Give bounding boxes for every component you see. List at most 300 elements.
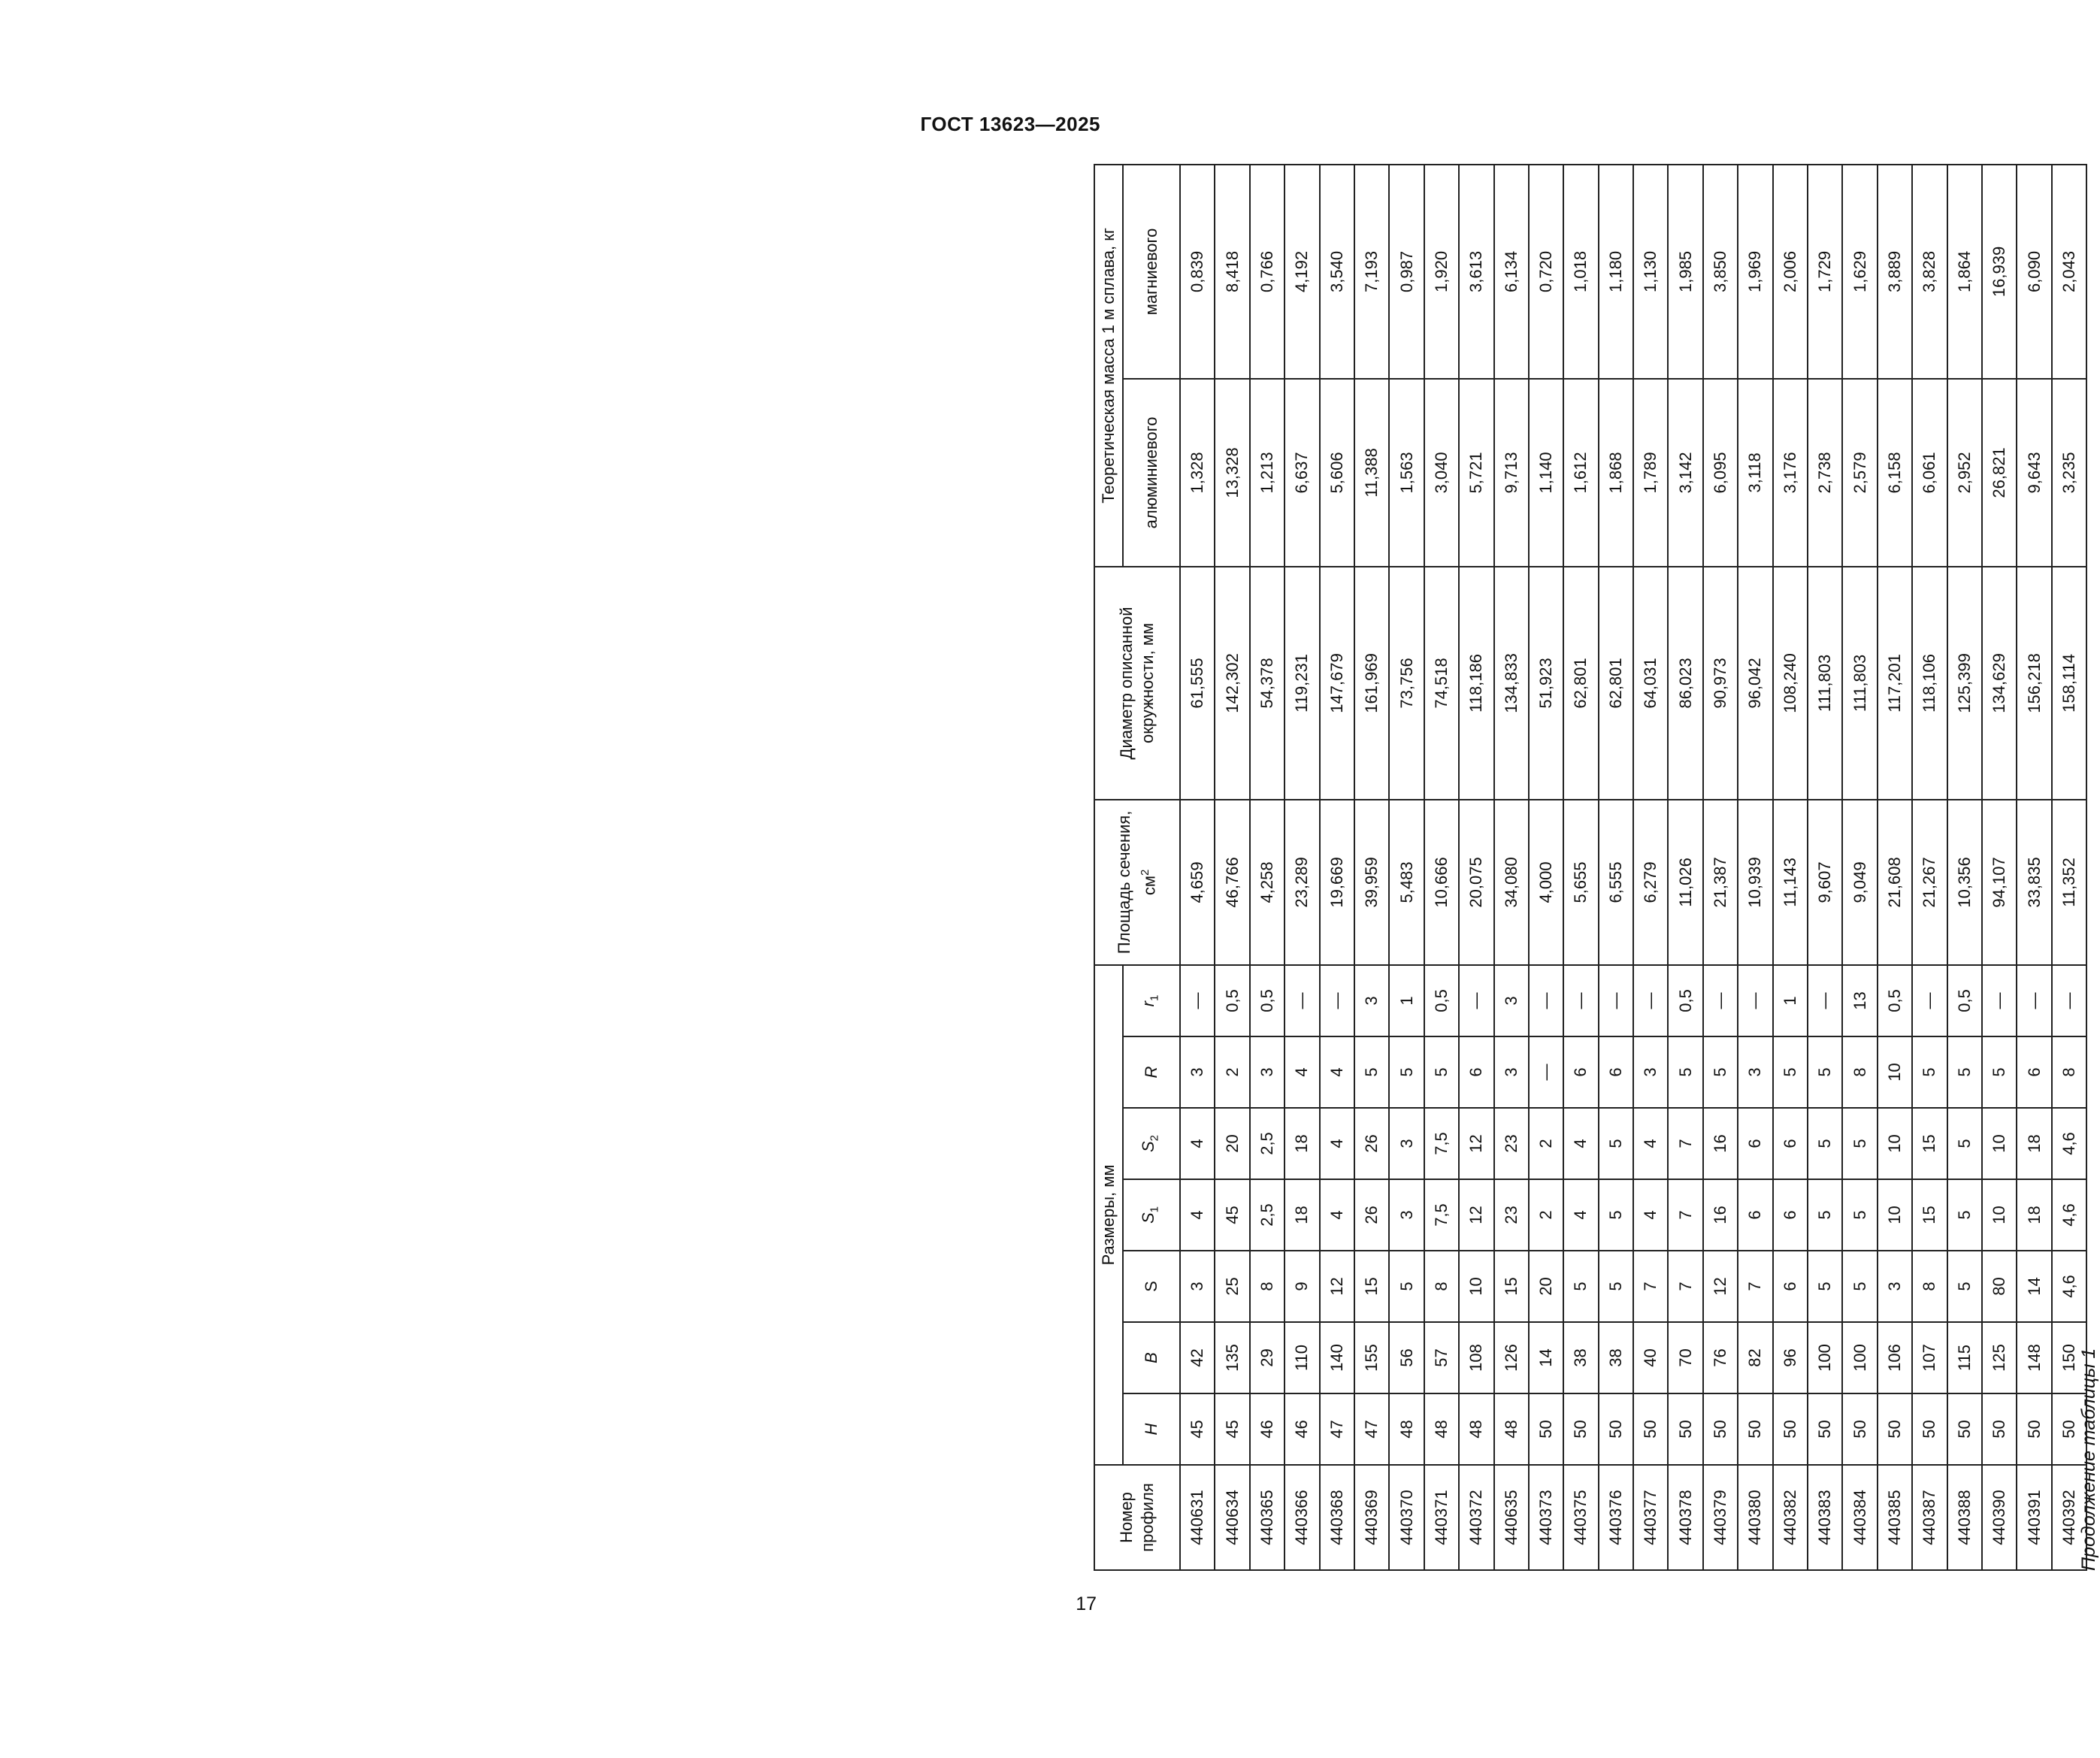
cell-r1: — [2017,965,2051,1036]
cell-S: 5 [1808,1251,1842,1322]
cell-section-area: 11,026 [1668,800,1702,965]
cell-diameter: 90,973 [1703,567,1738,800]
cell-mass-aluminum: 2,579 [1842,379,1877,567]
cell-B: 70 [1668,1322,1702,1393]
cell-B: 135 [1215,1322,1249,1393]
cell-S1: 26 [1354,1179,1389,1251]
cell-S: 25 [1215,1251,1249,1322]
cell-S: 12 [1320,1251,1354,1322]
cell-profile-number: 440634 [1215,1465,1249,1570]
cell-profile-number: 440372 [1459,1465,1493,1570]
cell-mass-magnesium: 1,985 [1668,165,1702,379]
cell-diameter: 117,201 [1878,567,1912,800]
cell-mass-magnesium: 1,018 [1563,165,1598,379]
cell-S1: 18 [1285,1179,1319,1251]
cell-H: 50 [1773,1393,1808,1465]
cell-diameter: 51,923 [1529,567,1563,800]
cell-mass-magnesium: 1,629 [1842,165,1877,379]
cell-S: 12 [1703,1251,1738,1322]
cell-r1: — [1529,965,1563,1036]
cell-profile-number: 440369 [1354,1465,1389,1570]
cell-S2: 5 [1947,1108,1982,1179]
cell-B: 100 [1808,1322,1842,1393]
cell-section-area: 9,607 [1808,800,1842,965]
header-section-area: Площадь сечения, $см^2$ [1094,800,1180,965]
cell-H: 50 [2052,1393,2086,1465]
cell-mass-magnesium: 3,613 [1459,165,1493,379]
cell-H: 50 [1738,1393,1772,1465]
cell-S1: 12 [1459,1179,1493,1251]
cell-R: 5 [1773,1036,1808,1108]
cell-H: 50 [1912,1393,1947,1465]
table-row [1494,165,1529,1570]
cell-S2: 2,5 [1250,1108,1285,1179]
table-row [1738,165,1772,1570]
table-row [1285,165,1319,1570]
cell-B: 148 [2017,1322,2051,1393]
table-row [1982,165,2017,1570]
cell-S1: 5 [1947,1179,1982,1251]
cell-R: 4 [1320,1036,1354,1108]
page-number: 17 [1076,1593,1097,1614]
cell-section-area: 11,143 [1773,800,1808,965]
cell-r1: — [1599,965,1633,1036]
cell-r1: — [1982,965,2017,1036]
cell-S2: 23 [1494,1108,1529,1179]
cell-B: 29 [1250,1322,1285,1393]
cell-S2: 4 [1180,1108,1215,1179]
cell-S2: 3 [1389,1108,1424,1179]
cell-mass-magnesium: 6,090 [2017,165,2051,379]
cell-S: 10 [1459,1251,1493,1322]
cell-H: 47 [1320,1393,1354,1465]
cell-profile-number: 440380 [1738,1465,1772,1570]
cell-S2: 4 [1563,1108,1598,1179]
cell-diameter: 142,302 [1215,567,1249,800]
cell-R: 4 [1285,1036,1319,1108]
cell-section-area: 21,267 [1912,800,1947,965]
cell-S: 6 [1773,1251,1808,1322]
cell-S: 20 [1529,1251,1563,1322]
cell-mass-magnesium: 3,828 [1912,165,1947,379]
cell-mass-magnesium: 0,766 [1250,165,1285,379]
cell-S: 8 [1424,1251,1459,1322]
cell-H: 50 [1599,1393,1633,1465]
cell-mass-aluminum: 11,388 [1354,379,1389,567]
cell-profile-number: 440378 [1668,1465,1702,1570]
cell-B: 40 [1633,1322,1668,1393]
cell-H: 48 [1459,1393,1493,1465]
cell-S2: 16 [1703,1108,1738,1179]
cell-S: 80 [1982,1251,2017,1322]
cell-r1: 1 [1773,965,1808,1036]
cell-S1: 4 [1180,1179,1215,1251]
cell-profile-number: 440379 [1703,1465,1738,1570]
cell-diameter: 62,801 [1599,567,1633,800]
cell-r1: — [1738,965,1772,1036]
cell-diameter: 54,378 [1250,567,1285,800]
cell-S1: 23 [1494,1179,1529,1251]
cell-profile-number: 440377 [1633,1465,1668,1570]
cell-section-area: 21,608 [1878,800,1912,965]
cell-B: 56 [1389,1322,1424,1393]
cell-mass-magnesium: 2,006 [1773,165,1808,379]
cell-diameter: 125,399 [1947,567,1982,800]
cell-H: 50 [1808,1393,1842,1465]
cell-B: 150 [2052,1322,2086,1393]
cell-S: 5 [1947,1251,1982,1322]
cell-mass-aluminum: 1,612 [1563,379,1598,567]
header-circumscribed-diameter: Диаметр описанной окружности, мм [1094,567,1180,800]
cell-mass-aluminum: 1,789 [1633,379,1668,567]
cell-section-area: 4,258 [1250,800,1285,965]
cell-H: 47 [1354,1393,1389,1465]
cell-mass-aluminum: 1,563 [1389,379,1424,567]
cell-R: 6 [1599,1036,1633,1108]
table-row [1773,165,1808,1570]
cell-r1: 0,5 [1215,965,1249,1036]
cell-profile-number: 440392 [2052,1465,2086,1570]
cell-B: 96 [1773,1322,1808,1393]
cell-r1: 0,5 [1424,965,1459,1036]
cell-mass-aluminum: 1,140 [1529,379,1563,567]
cell-diameter: 73,756 [1389,567,1424,800]
cell-mass-aluminum: 1,868 [1599,379,1633,567]
cell-B: 140 [1320,1322,1354,1393]
cell-section-area: 23,289 [1285,800,1319,965]
cell-R: 6 [2017,1036,2051,1108]
cell-r1: 0,5 [1250,965,1285,1036]
header-profile-number: Номер профиля [1094,1465,1180,1570]
cell-mass-magnesium: 6,134 [1494,165,1529,379]
cell-S1: 5 [1599,1179,1633,1251]
table-row [1633,165,1668,1570]
table-row [1320,165,1354,1570]
cell-H: 50 [1982,1393,2017,1465]
cell-mass-aluminum: 3,040 [1424,379,1459,567]
cell-mass-aluminum: 1,328 [1180,379,1215,567]
cell-H: 45 [1215,1393,1249,1465]
cell-section-area: 19,669 [1320,800,1354,965]
cell-r1: — [1180,965,1215,1036]
cell-B: 57 [1424,1322,1459,1393]
cell-r1: — [1808,965,1842,1036]
cell-S1: 4 [1563,1179,1598,1251]
cell-R: 5 [1808,1036,1842,1108]
cell-diameter: 96,042 [1738,567,1772,800]
cell-S1: 6 [1738,1179,1772,1251]
header-dim-B: B [1123,1322,1180,1393]
cell-B: 76 [1703,1322,1738,1393]
cell-r1: — [1633,965,1668,1036]
table-row [1668,165,1702,1570]
header-mass-magnesium: магниевого [1123,165,1180,379]
cell-S2: 10 [1878,1108,1912,1179]
cell-mass-magnesium: 3,540 [1320,165,1354,379]
cell-profile-number: 440382 [1773,1465,1808,1570]
cell-S: 3 [1180,1251,1215,1322]
cell-S2: 6 [1738,1108,1772,1179]
cell-H: 50 [1563,1393,1598,1465]
header-dimensions-group: Размеры, мм [1094,965,1123,1465]
cell-H: 50 [1878,1393,1912,1465]
cell-S2: 6 [1773,1108,1808,1179]
cell-S2: 4 [1633,1108,1668,1179]
cell-section-area: 10,666 [1424,800,1459,965]
cell-B: 106 [1878,1322,1912,1393]
table-row [2017,165,2051,1570]
cell-B: 115 [1947,1322,1982,1393]
cell-S1: 2,5 [1250,1179,1285,1251]
cell-B: 100 [1842,1322,1877,1393]
cell-R: 8 [1842,1036,1877,1108]
cell-mass-magnesium: 2,043 [2052,165,2086,379]
cell-S2: 18 [1285,1108,1319,1179]
cell-R: — [1529,1036,1563,1108]
cell-profile-number: 440387 [1912,1465,1947,1570]
cell-profile-number: 440388 [1947,1465,1982,1570]
cell-diameter: 119,231 [1285,567,1319,800]
cell-S: 7 [1738,1251,1772,1322]
cell-R: 5 [1703,1036,1738,1108]
cell-S: 5 [1563,1251,1598,1322]
cell-H: 48 [1389,1393,1424,1465]
cell-diameter: 134,629 [1982,567,2017,800]
cell-H: 48 [1424,1393,1459,1465]
cell-R: 3 [1494,1036,1529,1108]
cell-S2: 20 [1215,1108,1249,1179]
cell-H: 50 [1668,1393,1702,1465]
cell-mass-aluminum: 5,606 [1320,379,1354,567]
cell-section-area: 5,655 [1563,800,1598,965]
cell-diameter: 86,023 [1668,567,1702,800]
cell-H: 46 [1285,1393,1319,1465]
cell-diameter: 108,240 [1773,567,1808,800]
cell-mass-magnesium: 16,939 [1982,165,2017,379]
cell-mass-magnesium: 4,192 [1285,165,1319,379]
cell-section-area: 20,075 [1459,800,1493,965]
table-row [1215,165,1249,1570]
cell-mass-magnesium: 1,729 [1808,165,1842,379]
cell-R: 2 [1215,1036,1249,1108]
cell-S2: 12 [1459,1108,1493,1179]
cell-mass-magnesium: 8,418 [1215,165,1249,379]
cell-r1: 0,5 [1947,965,1982,1036]
cell-profile-number: 440383 [1808,1465,1842,1570]
cell-mass-aluminum: 5,721 [1459,379,1493,567]
cell-profile-number: 440385 [1878,1465,1912,1570]
cell-r1: 13 [1842,965,1877,1036]
cell-S1: 18 [2017,1179,2051,1251]
cell-r1: — [1459,965,1493,1036]
table-row [1529,165,1563,1570]
cell-S1: 4,6 [2052,1179,2086,1251]
cell-S2: 5 [1808,1108,1842,1179]
cell-S1: 5 [1842,1179,1877,1251]
profile-table [1094,164,2087,1571]
table-row [1250,165,1285,1570]
table-row [1459,165,1493,1570]
cell-R: 6 [1459,1036,1493,1108]
cell-profile-number: 440631 [1180,1465,1215,1570]
cell-S2: 5 [1599,1108,1633,1179]
cell-profile-number: 440373 [1529,1465,1563,1570]
cell-profile-number: 440370 [1389,1465,1424,1570]
cell-r1: — [1912,965,1947,1036]
cell-section-area: 33,835 [2017,800,2051,965]
cell-S2: 5 [1842,1108,1877,1179]
cell-profile-number: 440384 [1842,1465,1877,1570]
cell-mass-magnesium: 1,969 [1738,165,1772,379]
cell-diameter: 61,555 [1180,567,1215,800]
cell-S: 15 [1494,1251,1529,1322]
cell-R: 5 [1424,1036,1459,1108]
cell-section-area: 9,049 [1842,800,1877,965]
cell-diameter: 134,833 [1494,567,1529,800]
cell-R: 5 [1389,1036,1424,1108]
cell-S: 7 [1633,1251,1668,1322]
cell-S: 9 [1285,1251,1319,1322]
table-row [1842,165,1877,1570]
header-mass-aluminum: алюминиевого [1123,379,1180,567]
document-code: ГОСТ 13623—2025 [920,113,1100,135]
cell-section-area: 46,766 [1215,800,1249,965]
table-row [1354,165,1389,1570]
cell-mass-aluminum: 2,952 [1947,379,1982,567]
cell-profile-number: 440365 [1250,1465,1285,1570]
cell-H: 48 [1494,1393,1529,1465]
cell-r1: — [1320,965,1354,1036]
cell-diameter: 118,106 [1912,567,1947,800]
cell-profile-number: 440376 [1599,1465,1633,1570]
header-dim-S1: $S_1$ [1123,1179,1180,1251]
cell-H: 50 [1842,1393,1877,1465]
cell-H: 45 [1180,1393,1215,1465]
cell-B: 107 [1912,1322,1947,1393]
cell-H: 50 [1703,1393,1738,1465]
cell-diameter: 161,969 [1354,567,1389,800]
cell-S2: 26 [1354,1108,1389,1179]
cell-S: 5 [1842,1251,1877,1322]
cell-R: 5 [1668,1036,1702,1108]
cell-S2: 4 [1320,1108,1354,1179]
cell-section-area: 4,659 [1180,800,1215,965]
cell-mass-magnesium: 3,850 [1703,165,1738,379]
table-row [1947,165,1982,1570]
cell-profile-number: 440635 [1494,1465,1529,1570]
cell-B: 82 [1738,1322,1772,1393]
header-dim-R: R [1123,1036,1180,1108]
cell-diameter: 147,679 [1320,567,1354,800]
cell-mass-magnesium: 1,920 [1424,165,1459,379]
cell-mass-magnesium: 3,889 [1878,165,1912,379]
cell-mass-aluminum: 9,713 [1494,379,1529,567]
cell-mass-magnesium: 1,180 [1599,165,1633,379]
cell-diameter: 156,218 [2017,567,2051,800]
cell-S2: 18 [2017,1108,2051,1179]
cell-r1: 0,5 [1668,965,1702,1036]
table-row [1180,165,1215,1570]
table-row [1878,165,1912,1570]
cell-r1: — [2052,965,2086,1036]
table-row [1808,165,1842,1570]
cell-mass-magnesium: 0,987 [1389,165,1424,379]
cell-S1: 5 [1808,1179,1842,1251]
cell-B: 42 [1180,1322,1215,1393]
cell-mass-magnesium: 1,130 [1633,165,1668,379]
cell-r1: — [1285,965,1319,1036]
header-theoretical-mass-group: Теоретическая масса 1 м сплава, кг [1094,165,1123,567]
cell-S: 3 [1878,1251,1912,1322]
header-dim-H: H [1123,1393,1180,1465]
cell-diameter: 118,186 [1459,567,1493,800]
cell-B: 38 [1563,1322,1598,1393]
table-row [1703,165,1738,1570]
cell-section-area: 21,387 [1703,800,1738,965]
cell-section-area: 6,279 [1633,800,1668,965]
cell-r1: 1 [1389,965,1424,1036]
cell-profile-number: 440375 [1563,1465,1598,1570]
cell-diameter: 111,803 [1808,567,1842,800]
cell-B: 108 [1459,1322,1493,1393]
cell-mass-magnesium: 1,864 [1947,165,1982,379]
cell-H: 46 [1250,1393,1285,1465]
cell-S1: 7,5 [1424,1179,1459,1251]
cell-profile-number: 440368 [1320,1465,1354,1570]
table-row [1563,165,1598,1570]
table-row [1389,165,1424,1570]
cell-S1: 15 [1912,1179,1947,1251]
table-row [1424,165,1459,1570]
cell-S2: 2 [1529,1108,1563,1179]
cell-S: 5 [1389,1251,1424,1322]
header-dim-r1: $r_1$ [1123,965,1180,1036]
cell-S1: 10 [1982,1179,2017,1251]
cell-mass-aluminum: 6,158 [1878,379,1912,567]
cell-R: 5 [1982,1036,2017,1108]
cell-S2: 10 [1982,1108,2017,1179]
cell-mass-aluminum: 3,235 [2052,379,2086,567]
cell-diameter: 64,031 [1633,567,1668,800]
cell-S: 8 [1250,1251,1285,1322]
cell-B: 14 [1529,1322,1563,1393]
cell-profile-number: 440391 [2017,1465,2051,1570]
cell-B: 38 [1599,1322,1633,1393]
cell-profile-number: 440390 [1982,1465,2017,1570]
cell-H: 50 [2017,1393,2051,1465]
cell-mass-aluminum: 3,142 [1668,379,1702,567]
cell-section-area: 6,555 [1599,800,1633,965]
cell-mass-aluminum: 26,821 [1982,379,2017,567]
cell-mass-aluminum: 9,643 [2017,379,2051,567]
cell-mass-aluminum: 2,738 [1808,379,1842,567]
cell-mass-magnesium: 0,720 [1529,165,1563,379]
table-continuation-label: Продолжение таблицы 1 [2078,1348,2099,1571]
cell-section-area: 10,939 [1738,800,1772,965]
cell-S1: 4 [1633,1179,1668,1251]
cell-B: 110 [1285,1322,1319,1393]
cell-section-area: 10,356 [1947,800,1982,965]
cell-mass-aluminum: 3,176 [1773,379,1808,567]
cell-S1: 7 [1668,1179,1702,1251]
cell-R: 3 [1633,1036,1668,1108]
cell-R: 3 [1738,1036,1772,1108]
cell-R: 5 [1354,1036,1389,1108]
table-row [1599,165,1633,1570]
table-body [1180,165,2086,1570]
cell-S1: 3 [1389,1179,1424,1251]
cell-B: 126 [1494,1322,1529,1393]
